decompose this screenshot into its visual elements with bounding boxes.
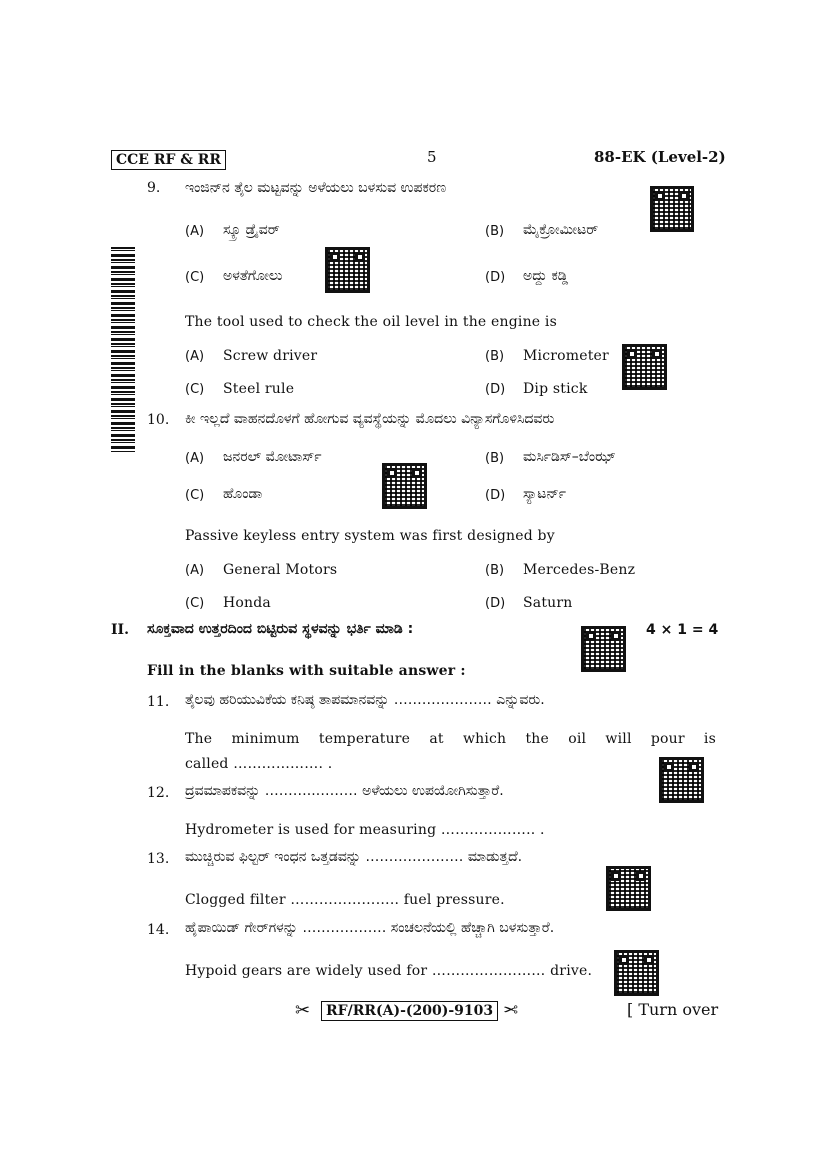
option-text-kannada: ಮೈಕ್ರೋಮೀಟರ್ bbox=[523, 222, 599, 238]
side-barcode bbox=[111, 247, 135, 452]
qr-code bbox=[325, 247, 370, 293]
option-text-kannada: ಹೊಂಡಾ bbox=[223, 486, 263, 502]
option-label: (B) bbox=[485, 451, 505, 466]
question-number: 10. bbox=[147, 412, 170, 428]
section-title-english: Fill in the blanks with suitable answer : bbox=[147, 663, 466, 679]
option-text-english: Honda bbox=[223, 595, 271, 611]
question-text-kannada: ಕೀ ಇಲ್ಲದೆ ವಾಹನದೊಳಗೆ ಹೋಗುವ ವ್ಯವಸ್ಥೆಯನ್ನು ಮೊದಲು ವಿನ್ಯಾಸಗೊಳಿಸಿದವರು bbox=[185, 411, 555, 427]
question-number: 12. bbox=[147, 785, 170, 801]
option-text-english: Saturn bbox=[523, 595, 573, 611]
question-text-kannada: ಹೈಪಾಯಿಡ್ ಗೇರ್‌ಗಳನ್ನು ……………… ಸಂಚಲನೆಯಲ್ಲಿ ಹೆಚ್ಚಾಗಿ ಬಳಸುತ್ತಾರೆ. bbox=[185, 920, 555, 936]
option-label: (C) bbox=[185, 596, 205, 611]
option-label: (C) bbox=[185, 270, 205, 285]
option-label: (D) bbox=[485, 596, 506, 611]
question-text-kannada: ದ್ರವಮಾಪಕವನ್ನು ………..……… ಅಳೆಯಲು ಉಪಯೋಗಿಸುತ್ತಾರೆ. bbox=[185, 783, 504, 799]
option-label: (D) bbox=[485, 270, 506, 285]
question-text-english: Clogged filter ………………….. fuel pressure. bbox=[185, 892, 505, 908]
option-label: (A) bbox=[185, 563, 205, 578]
option-text-kannada: ಮರ್ಸಿಡಿಸ್–ಬೆಂಝ್ bbox=[523, 449, 616, 465]
option-text-kannada: ಸ್ಯಾಟರ್ನ್ bbox=[523, 486, 567, 502]
paper-code-left: CCE RF & RR bbox=[111, 150, 226, 170]
qr-code bbox=[606, 866, 651, 911]
question-number: 11. bbox=[147, 694, 170, 710]
paper-code-right: 88-EK (Level-2) bbox=[594, 148, 726, 166]
question-text-kannada: ಇಂಜಿನ್‌ನ ತೈಲ ಮಟ್ಟವನ್ನು ಅಳೆಯಲು ಬಳಸುವ ಉಪಕರಣ bbox=[185, 180, 447, 196]
option-text-english: Mercedes-Benz bbox=[523, 562, 636, 578]
option-label: (C) bbox=[185, 382, 205, 397]
option-text-kannada: ಅಳತೆಗೋಲು bbox=[223, 268, 283, 284]
section-title-kannada: ಸೂಕ್ತವಾದ ಉತ್ತರದಿಂದ ಬಿಟ್ಟಿರುವ ಸ್ಥಳವನ್ನು ಭರ್ತಿ ಮಾಡಿ : bbox=[147, 621, 414, 637]
option-text-english: Dip stick bbox=[523, 381, 588, 397]
question-text-english-cont: called ………………. . bbox=[185, 756, 333, 772]
turn-over-note: [ Turn over bbox=[627, 1000, 719, 1019]
option-text-english: Micrometer bbox=[523, 348, 609, 364]
question-text-english: Hypoid gears are widely used for …………………… drive. bbox=[185, 963, 593, 979]
question-text-english: The tool used to check the oil level in the engine is bbox=[185, 314, 557, 330]
option-text-kannada: ಅದ್ದು ಕಡ್ಡಿ bbox=[523, 268, 569, 284]
question-number: 9. bbox=[147, 180, 161, 196]
option-label: (B) bbox=[485, 349, 505, 364]
qr-code bbox=[614, 950, 659, 996]
page-number: 5 bbox=[427, 148, 437, 166]
option-label: (D) bbox=[485, 488, 506, 503]
option-label: (A) bbox=[185, 224, 205, 239]
question-text-kannada: ತೈಲವು ಹರಿಯುವಿಕೆಯ ಕನಿಷ್ಠ ತಾಪಮಾನವನ್ನು ………………… ಎನ್ನುವರು. bbox=[185, 692, 545, 708]
question-number: 13. bbox=[147, 851, 170, 867]
option-label: (D) bbox=[485, 382, 506, 397]
question-text-kannada: ಮುಚ್ಚಿರುವ ಫಿಲ್ಟರ್ ಇಂಧನ ಒತ್ತಡವನ್ನು ………………… ಮಾಡುತ್ತದೆ. bbox=[185, 849, 523, 865]
qr-code bbox=[650, 186, 694, 232]
option-label: (B) bbox=[485, 224, 505, 239]
qr-code bbox=[382, 463, 427, 509]
option-label: (A) bbox=[185, 349, 205, 364]
option-text-english: Steel rule bbox=[223, 381, 295, 397]
ornament-icon: ✂ bbox=[295, 1000, 311, 1021]
option-text-english: Screw driver bbox=[223, 348, 318, 364]
option-text-kannada: ಸ್ಕ್ರೂ ಡ್ರೈವರ್ bbox=[223, 222, 280, 238]
option-label: (B) bbox=[485, 563, 505, 578]
ornament-icon: ✂ bbox=[503, 1000, 519, 1021]
option-label: (A) bbox=[185, 451, 205, 466]
question-text-english: Passive keyless entry system was first designed by bbox=[185, 528, 555, 544]
option-text-english: General Motors bbox=[223, 562, 338, 578]
question-text-english: The minimum temperature at which the oil will pour is bbox=[185, 731, 716, 747]
question-number: 14. bbox=[147, 922, 170, 938]
question-text-english: Hydrometer is used for measuring ……………….. . bbox=[185, 822, 545, 838]
option-text-kannada: ಜನರಲ್ ಮೋಟಾರ್ಸ್ bbox=[223, 449, 322, 465]
footer-paper-code: RF/RR(A)-(200)-9103 bbox=[321, 1001, 498, 1021]
option-label: (C) bbox=[185, 488, 205, 503]
qr-code bbox=[622, 344, 667, 390]
qr-code bbox=[581, 626, 626, 672]
section-number: II. bbox=[111, 622, 129, 638]
qr-code bbox=[659, 757, 704, 803]
section-marks: 4 × 1 = 4 bbox=[646, 622, 719, 638]
